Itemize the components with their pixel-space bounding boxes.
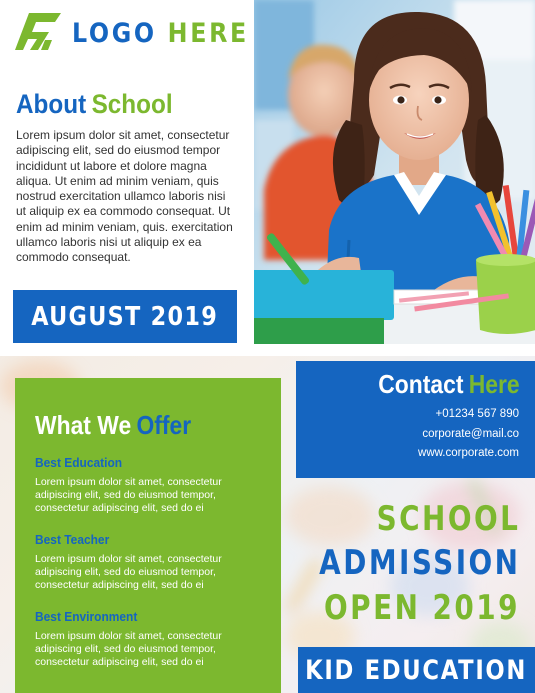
offer-item-text: Lorem ipsum dolor sit amet, consectetur adipiscing elit, sed do eiusmod tempor, consectetur adipiscing elit, sed do ei <box>35 553 222 591</box>
logo-word-1: LOGO <box>72 18 157 49</box>
offer-item-heading: Best Education <box>35 455 123 470</box>
date-banner-text: AUGUST 2019 <box>31 301 219 332</box>
kid-education-text: KID EDUCATION <box>305 654 528 686</box>
offer-item-heading: Best Teacher <box>35 532 110 547</box>
logo-word-2: HERE <box>167 18 249 49</box>
contact-title-word-1: Contact <box>378 369 464 399</box>
about-body-text: Lorem ipsum dolor sit amet, consectetur adipiscing elit, sed do eiusmod tempor incididunt ut labore et dolore magna aliqua. Ut enim ad minim veniam, quis nostrud exercitation ullamco laboris nisi ut aliquip ex ea commodo consequat. Ut enim ad minim veniam, quis. exercitation ullamco laboris nisi ut aliquip ex ea commodo consequat. <box>16 128 233 265</box>
kid-education-banner <box>298 647 535 693</box>
logo-mark-icon <box>15 13 61 50</box>
admission-line-2: ADMISSION <box>318 543 520 583</box>
contact-title <box>379 366 520 402</box>
date-banner <box>13 290 237 343</box>
offer-title <box>35 409 191 441</box>
contact-email[interactable]: corporate@mail.co <box>422 428 519 440</box>
contact-website[interactable]: www.corporate.com <box>418 447 519 459</box>
about-title-word-1: About <box>16 89 87 119</box>
admission-line-1: SCHOOL <box>376 499 520 539</box>
admission-line-3: OPEN 2019 <box>324 588 520 628</box>
offer-item-text: Lorem ipsum dolor sit amet, consectetur adipiscing elit, sed do eiusmod tempor, consectetur adipiscing elit, sed do ei <box>35 476 222 514</box>
student-photo <box>254 0 535 344</box>
logo-text <box>72 18 249 50</box>
offer-title-word-1: What We <box>35 410 132 440</box>
contact-phone[interactable]: +01234 567 890 <box>435 408 519 420</box>
offer-item-text: Lorem ipsum dolor sit amet, consectetur adipiscing elit, sed do eiusmod tempor, consectetur adipiscing elit, sed do ei <box>35 630 222 668</box>
about-title <box>16 88 173 120</box>
about-title-word-2: School <box>91 89 173 119</box>
offer-item-heading: Best Environment <box>35 609 138 624</box>
offer-title-word-2: Offer <box>136 410 192 440</box>
contact-title-word-2: Here <box>469 369 520 399</box>
